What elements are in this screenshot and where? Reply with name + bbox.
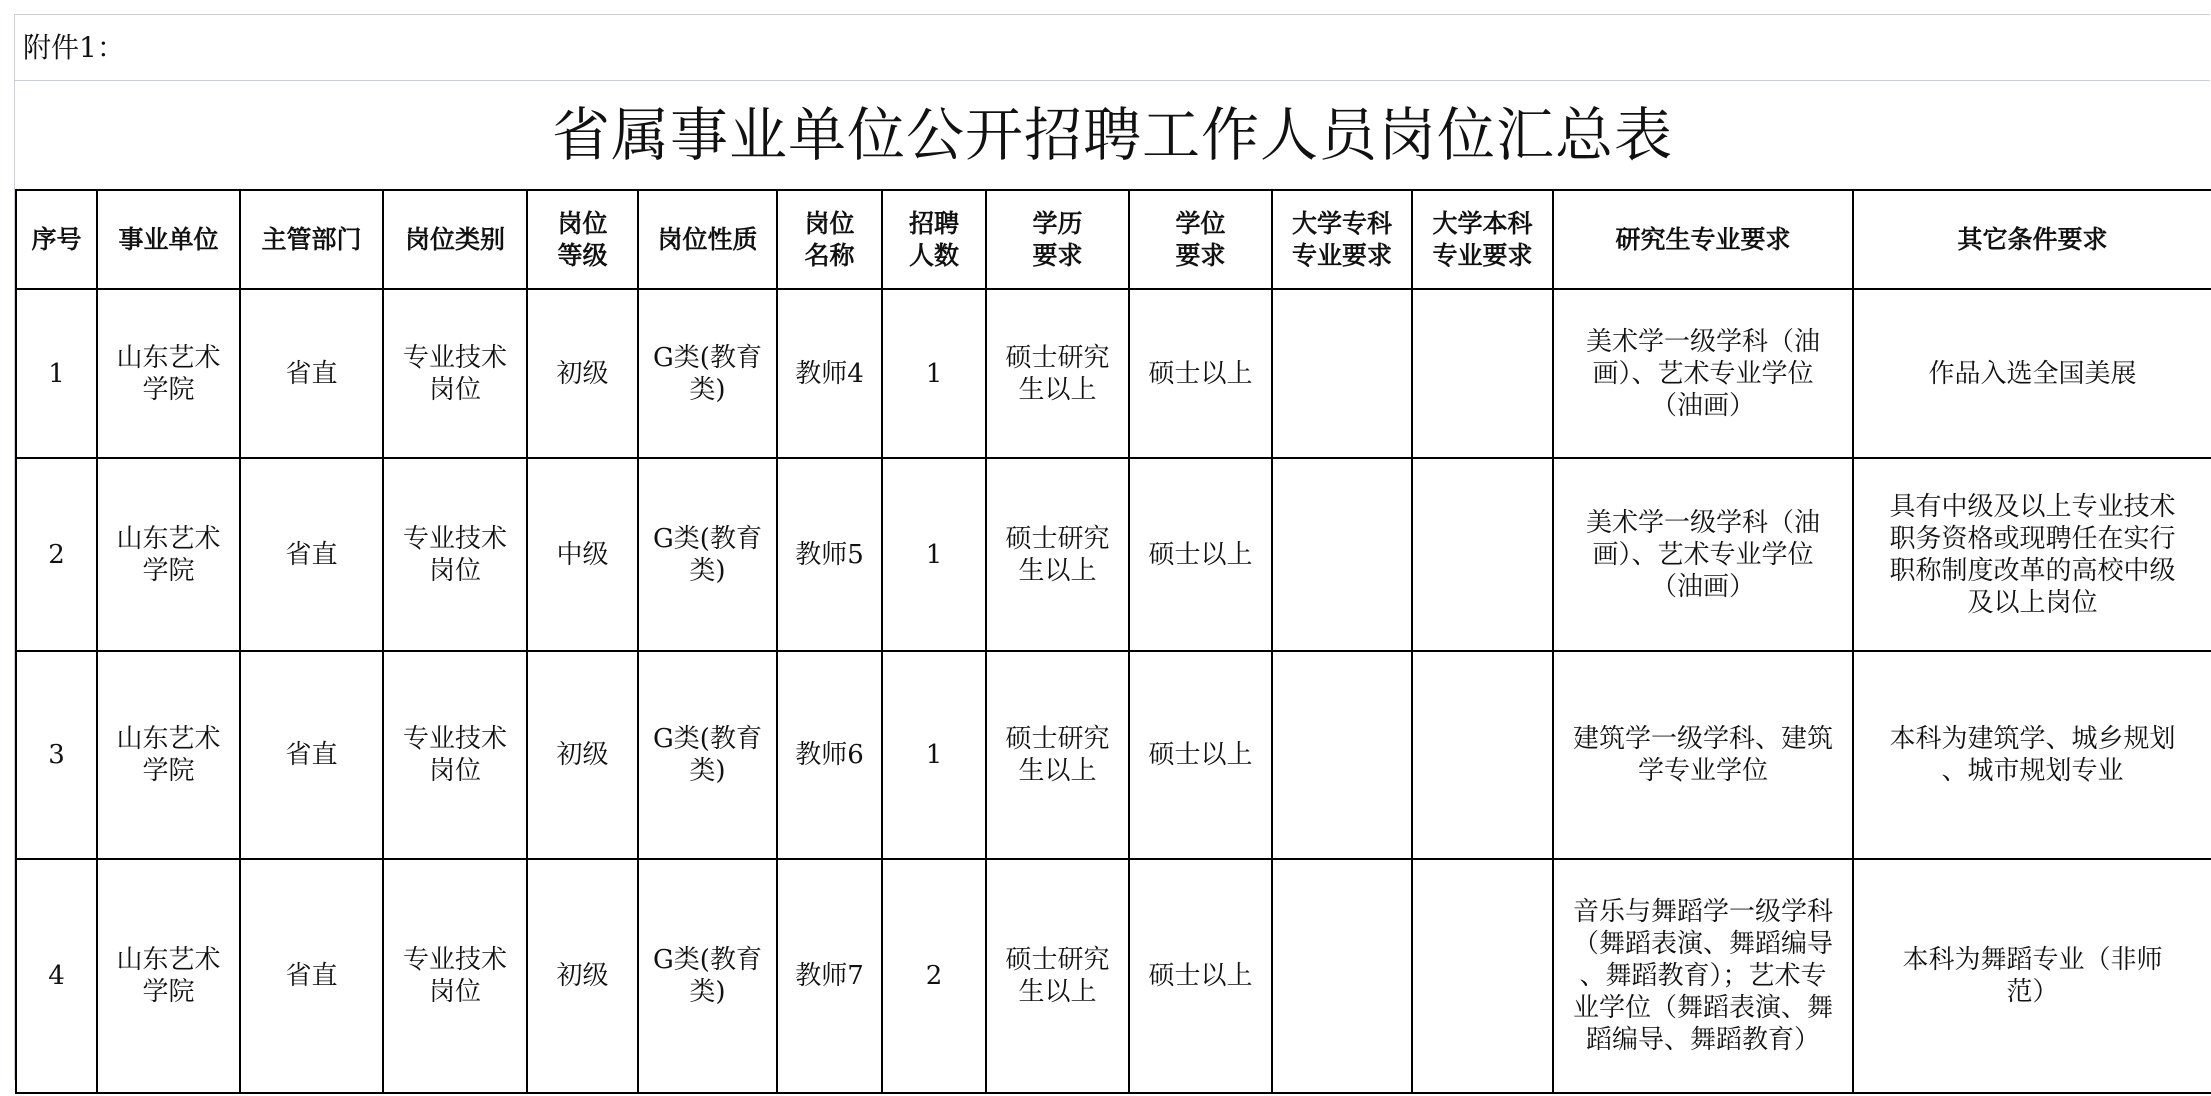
cell-text: 1 <box>925 358 943 389</box>
header-text: 研究生专业要求 <box>1615 224 1791 254</box>
cell-text: 4 <box>48 961 65 991</box>
cell-text: 初级 <box>556 740 609 770</box>
cell-text: G类(教育 <box>653 523 762 554</box>
cell-department[interactable] <box>240 859 383 1093</box>
header-text: 学历 <box>1032 208 1083 238</box>
cell-text: 初级 <box>556 961 609 991</box>
cell-bachelor-major[interactable] <box>1412 289 1553 458</box>
cell-department[interactable] <box>240 289 383 458</box>
header-text: 专业要求 <box>1291 240 1392 270</box>
cell-text: 岗位 <box>428 977 481 1007</box>
cell-text: 及以上岗位 <box>1967 587 2098 618</box>
cell-graduate-major[interactable] <box>1553 859 1853 1093</box>
cell-text: （舞蹈表演、舞蹈编导 <box>1572 929 1833 959</box>
cell-junior-college-major[interactable] <box>1272 651 1412 859</box>
cell-text: 学院 <box>142 977 195 1007</box>
cell-text: 美术学一级学科（油 <box>1585 507 1820 538</box>
cell-text: 生以上 <box>1018 374 1097 405</box>
cell-text: 省直 <box>285 358 338 389</box>
table-row <box>16 651 2211 859</box>
header-text: 大学本科 <box>1432 208 1533 238</box>
cell-text: 类) <box>689 374 726 405</box>
cell-text: 类) <box>689 756 726 786</box>
recruitment-table <box>15 189 2211 1094</box>
header-text: 岗位类别 <box>404 224 505 254</box>
cell-text: 学专业学位 <box>1637 756 1768 786</box>
cell-post-category[interactable] <box>383 289 527 458</box>
cell-degree[interactable] <box>1129 458 1272 651</box>
cell-text: 音乐与舞蹈学一级学科 <box>1572 897 1833 927</box>
cell-text: 作品入选全国美展 <box>1928 358 2137 389</box>
cell-text: 硕士以上 <box>1148 961 1253 991</box>
cell-text: G类(教育 <box>653 342 762 373</box>
cell-text: 山东艺术 <box>116 945 221 975</box>
cell-seq[interactable] <box>16 458 97 651</box>
cell-text: （油画） <box>1650 390 1755 421</box>
cell-graduate-major[interactable] <box>1553 651 1853 859</box>
header-cell-headcount[interactable] <box>882 190 986 289</box>
cell-post-nature[interactable] <box>638 859 777 1093</box>
cell-seq[interactable] <box>16 289 97 458</box>
cell-department[interactable] <box>240 651 383 859</box>
table-row <box>16 859 2211 1093</box>
cell-post-level[interactable] <box>527 859 638 1093</box>
cell-text: 美术学一级学科（油 <box>1585 326 1820 357</box>
cell-degree[interactable] <box>1129 289 1272 458</box>
cell-text: 教师5 <box>795 539 864 570</box>
cell-text: 专业技术 <box>402 523 507 554</box>
attachment-label[interactable]: 附件1： <box>15 15 2210 81</box>
cell-text: 学院 <box>142 756 195 786</box>
cell-junior-college-major[interactable] <box>1272 289 1412 458</box>
cell-degree[interactable] <box>1129 651 1272 859</box>
cell-text: 学院 <box>142 555 195 586</box>
cell-post-level[interactable] <box>527 458 638 651</box>
cell-post-level[interactable] <box>527 289 638 458</box>
header-text: 等级 <box>557 240 608 270</box>
header-text: 要求 <box>1032 240 1083 270</box>
header-text: 主管部门 <box>261 224 362 254</box>
cell-text: 建筑学一级学科、建筑 <box>1572 724 1833 754</box>
header-cell-post-nature[interactable] <box>638 190 777 289</box>
cell-degree[interactable] <box>1129 859 1272 1093</box>
cell-text: 1 <box>48 358 65 389</box>
cell-post-nature[interactable] <box>638 289 777 458</box>
header-cell-junior-college-major[interactable] <box>1272 190 1412 289</box>
cell-text: G类(教育 <box>653 945 762 975</box>
header-cell-degree[interactable] <box>1129 190 1272 289</box>
cell-text: 教师6 <box>795 740 864 770</box>
header-text: 事业单位 <box>118 224 219 254</box>
cell-text: 类) <box>689 977 726 1007</box>
cell-text: 教师7 <box>795 961 864 991</box>
header-cell-graduate-major[interactable] <box>1553 190 1853 289</box>
cell-other-conditions[interactable] <box>1853 458 2211 651</box>
header-cell-seq[interactable] <box>16 190 97 289</box>
cell-text: 生以上 <box>1018 555 1097 586</box>
cell-post-nature[interactable] <box>638 651 777 859</box>
cell-seq[interactable] <box>16 651 97 859</box>
cell-junior-college-major[interactable] <box>1272 859 1412 1093</box>
cell-text: 画）、艺术专业学位 <box>1592 539 1814 570</box>
spreadsheet-sheet <box>14 14 2210 1080</box>
cell-text: 岗位 <box>428 756 481 786</box>
cell-text: 本科为舞蹈专业（非师 <box>1902 945 2163 975</box>
header-cell-bachelor-major[interactable] <box>1412 190 1553 289</box>
cell-text: 硕士以上 <box>1148 740 1253 770</box>
cell-education[interactable] <box>986 458 1129 651</box>
cell-education[interactable] <box>986 289 1129 458</box>
cell-text: 职务资格或现聘任在实行 <box>1889 523 2176 554</box>
cell-headcount[interactable] <box>882 289 986 458</box>
cell-bachelor-major[interactable] <box>1412 859 1553 1093</box>
cell-text: 专业技术 <box>402 945 507 975</box>
cell-text: 硕士研究 <box>1005 945 1110 975</box>
header-text: 学位 <box>1175 208 1226 238</box>
cell-text: 业学位（舞蹈表演、舞 <box>1572 993 1833 1023</box>
cell-text: 省直 <box>285 539 338 570</box>
cell-other-conditions[interactable] <box>1853 859 2211 1093</box>
cell-text: 山东艺术 <box>116 342 221 373</box>
header-cell-unit[interactable] <box>97 190 240 289</box>
cell-seq[interactable] <box>16 859 97 1093</box>
cell-post-name[interactable] <box>777 458 882 651</box>
header-cell-other-conditions[interactable] <box>1853 190 2211 289</box>
cell-text: 专业技术 <box>402 342 507 373</box>
cell-post-level[interactable] <box>527 651 638 859</box>
cell-text: 类) <box>689 555 726 586</box>
cell-text: 中级 <box>556 539 609 570</box>
cell-text: 硕士以上 <box>1148 539 1253 570</box>
cell-text: （油画） <box>1650 571 1755 602</box>
cell-text: 学院 <box>142 374 195 405</box>
cell-education[interactable] <box>986 651 1129 859</box>
cell-text: 本科为建筑学、城乡规划 <box>1889 724 2176 754</box>
cell-post-nature[interactable] <box>638 458 777 651</box>
header-text: 其它条件要求 <box>1957 224 2108 254</box>
cell-text: 2 <box>925 961 943 991</box>
header-text: 序号 <box>31 224 82 254</box>
cell-text: 省直 <box>285 740 338 770</box>
cell-text: 3 <box>48 740 65 770</box>
cell-post-category[interactable] <box>383 458 527 651</box>
cell-text: 岗位 <box>428 555 481 586</box>
cell-text: 山东艺术 <box>116 724 221 754</box>
header-text: 大学专科 <box>1291 208 1392 238</box>
cell-graduate-major[interactable] <box>1553 458 1853 651</box>
cell-text: 范） <box>2006 977 2059 1007</box>
cell-text: 专业技术 <box>402 724 507 754</box>
header-text: 要求 <box>1175 240 1226 270</box>
header-cell-education[interactable] <box>986 190 1129 289</box>
cell-bachelor-major[interactable] <box>1412 651 1553 859</box>
header-text: 专业要求 <box>1432 240 1533 270</box>
cell-text: 硕士研究 <box>1005 724 1110 754</box>
cell-text: 山东艺术 <box>116 523 221 554</box>
cell-text: 1 <box>925 539 943 570</box>
cell-junior-college-major[interactable] <box>1272 458 1412 651</box>
cell-text: 硕士研究 <box>1005 342 1110 373</box>
cell-text: 职称制度改革的高校中级 <box>1889 555 2176 586</box>
cell-other-conditions[interactable] <box>1853 651 2211 859</box>
table-title[interactable]: 省属事业单位公开招聘工作人员岗位汇总表 <box>551 101 1673 169</box>
cell-post-name[interactable] <box>777 289 882 458</box>
cell-text: 初级 <box>556 358 609 389</box>
header-cell-post-name[interactable] <box>777 190 882 289</box>
cell-text: G类(教育 <box>653 724 762 754</box>
cell-headcount[interactable] <box>882 651 986 859</box>
header-cell-department[interactable] <box>240 190 383 289</box>
cell-graduate-major[interactable] <box>1553 289 1853 458</box>
cell-text: 省直 <box>285 961 338 991</box>
header-text: 岗位性质 <box>657 224 758 254</box>
cell-unit[interactable] <box>97 859 240 1093</box>
cell-text: 、城市规划专业 <box>1941 756 2124 786</box>
cell-unit[interactable] <box>97 289 240 458</box>
cell-post-category[interactable] <box>383 651 527 859</box>
header-text: 岗位 <box>804 208 855 238</box>
cell-post-name[interactable] <box>777 651 882 859</box>
header-text: 招聘 <box>908 208 959 238</box>
cell-education[interactable] <box>986 859 1129 1093</box>
cell-other-conditions[interactable] <box>1853 289 2211 458</box>
table-row <box>16 458 2211 651</box>
cell-text: 生以上 <box>1018 756 1097 786</box>
cell-text: 具有中级及以上专业技术 <box>1889 491 2176 522</box>
cell-text: 教师4 <box>795 358 864 389</box>
cell-text: 画）、艺术专业学位 <box>1592 358 1814 389</box>
cell-text: 岗位 <box>428 374 481 405</box>
cell-text: 2 <box>48 539 65 570</box>
cell-bachelor-major[interactable] <box>1412 458 1553 651</box>
header-cell-post-level[interactable] <box>527 190 638 289</box>
cell-text: 、舞蹈教育）；艺术专 <box>1579 961 1827 991</box>
cell-text: 硕士以上 <box>1148 358 1253 389</box>
cell-text: 生以上 <box>1018 977 1097 1007</box>
table-row <box>16 289 2211 458</box>
cell-headcount[interactable] <box>882 859 986 1093</box>
cell-department[interactable] <box>240 458 383 651</box>
cell-headcount[interactable] <box>882 458 986 651</box>
cell-text: 蹈编导、舞蹈教育） <box>1585 1025 1820 1055</box>
cell-unit[interactable] <box>97 651 240 859</box>
header-text: 名称 <box>804 240 855 270</box>
cell-unit[interactable] <box>97 458 240 651</box>
header-text: 人数 <box>908 240 959 270</box>
cell-text: 硕士研究 <box>1005 523 1110 554</box>
cell-post-name[interactable] <box>777 859 882 1093</box>
header-row <box>16 190 2211 289</box>
header-cell-post-category[interactable] <box>383 190 527 289</box>
header-text: 岗位 <box>557 208 608 238</box>
cell-text: 1 <box>925 740 943 770</box>
cell-post-category[interactable] <box>383 859 527 1093</box>
